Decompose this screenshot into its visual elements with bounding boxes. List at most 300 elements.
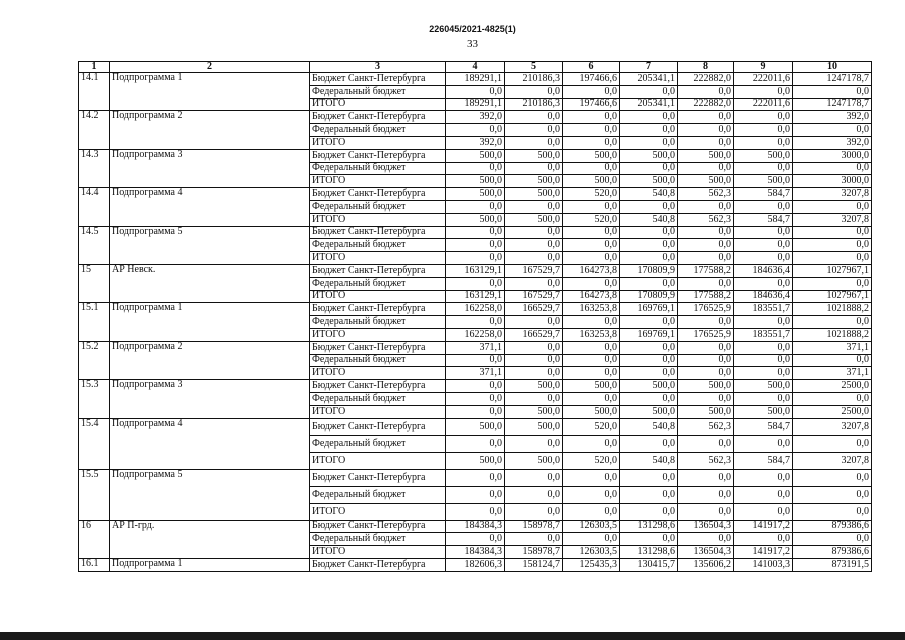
amount-cell: 0,0 bbox=[446, 239, 505, 252]
amount-cell: 0,0 bbox=[563, 162, 620, 175]
amount-cell: 0,0 bbox=[620, 200, 678, 213]
amount-cell: 371,1 bbox=[793, 367, 872, 380]
amount-cell: 0,0 bbox=[563, 469, 620, 486]
amount-cell: 540,8 bbox=[620, 188, 678, 201]
funding-source: Федеральный бюджет bbox=[310, 124, 446, 137]
amount-cell: 141003,3 bbox=[734, 558, 793, 571]
amount-cell: 182606,3 bbox=[446, 558, 505, 571]
amount-cell: 0,0 bbox=[620, 435, 678, 452]
amount-cell: 210186,3 bbox=[505, 98, 563, 111]
amount-cell: 0,0 bbox=[505, 136, 563, 149]
amount-cell: 0,0 bbox=[505, 367, 563, 380]
program-name: Подпрограмма 3 bbox=[110, 149, 310, 187]
amount-cell: 0,0 bbox=[734, 252, 793, 265]
amount-cell: 163129,1 bbox=[446, 290, 505, 303]
amount-cell: 0,0 bbox=[678, 503, 734, 520]
program-name: Подпрограмма 1 bbox=[110, 73, 310, 111]
column-header: 9 bbox=[734, 62, 793, 73]
item-number: 15.2 bbox=[79, 341, 110, 379]
amount-cell: 584,7 bbox=[734, 213, 793, 226]
amount-cell: 500,0 bbox=[505, 213, 563, 226]
amount-cell: 0,0 bbox=[446, 124, 505, 137]
amount-cell: 0,0 bbox=[678, 316, 734, 329]
amount-cell: 0,0 bbox=[446, 435, 505, 452]
amount-cell: 0,0 bbox=[505, 111, 563, 124]
amount-cell: 162258,0 bbox=[446, 328, 505, 341]
amount-cell: 0,0 bbox=[734, 367, 793, 380]
amount-cell: 0,0 bbox=[563, 392, 620, 405]
column-header: 4 bbox=[446, 62, 505, 73]
table-row bbox=[79, 111, 872, 124]
amount-cell: 0,0 bbox=[678, 367, 734, 380]
amount-cell: 500,0 bbox=[563, 405, 620, 418]
funding-source: ИТОГО bbox=[310, 405, 446, 418]
amount-cell: 1247178,7 bbox=[793, 73, 872, 86]
funding-source: ИТОГО bbox=[310, 546, 446, 559]
amount-cell: 371,1 bbox=[793, 341, 872, 354]
funding-source: ИТОГО bbox=[310, 175, 446, 188]
amount-cell: 1027967,1 bbox=[793, 290, 872, 303]
amount-cell: 0,0 bbox=[563, 503, 620, 520]
amount-cell: 500,0 bbox=[505, 188, 563, 201]
amount-cell: 184636,4 bbox=[734, 264, 793, 277]
amount-cell: 0,0 bbox=[793, 85, 872, 98]
item-number: 15 bbox=[79, 264, 110, 302]
amount-cell: 0,0 bbox=[563, 111, 620, 124]
amount-cell: 1027967,1 bbox=[793, 264, 872, 277]
amount-cell: 141917,2 bbox=[734, 546, 793, 559]
funding-source: Федеральный бюджет bbox=[310, 162, 446, 175]
amount-cell: 163253,8 bbox=[563, 328, 620, 341]
funding-source: Бюджет Санкт-Петербурга bbox=[310, 188, 446, 201]
table-row bbox=[79, 469, 872, 486]
amount-cell: 189291,1 bbox=[446, 73, 505, 86]
column-header: 6 bbox=[563, 62, 620, 73]
amount-cell: 520,0 bbox=[563, 418, 620, 435]
amount-cell: 540,8 bbox=[620, 452, 678, 469]
amount-cell: 0,0 bbox=[793, 354, 872, 367]
funding-source: ИТОГО bbox=[310, 328, 446, 341]
amount-cell: 0,0 bbox=[446, 252, 505, 265]
amount-cell: 500,0 bbox=[505, 380, 563, 393]
amount-cell: 0,0 bbox=[620, 533, 678, 546]
amount-cell: 879386,6 bbox=[793, 546, 872, 559]
program-name: АР Невск. bbox=[110, 264, 310, 302]
amount-cell: 0,0 bbox=[446, 392, 505, 405]
amount-cell: 131298,6 bbox=[620, 546, 678, 559]
amount-cell: 0,0 bbox=[620, 239, 678, 252]
amount-cell: 500,0 bbox=[446, 213, 505, 226]
amount-cell: 0,0 bbox=[793, 533, 872, 546]
amount-cell: 0,0 bbox=[505, 162, 563, 175]
amount-cell: 136504,3 bbox=[678, 546, 734, 559]
amount-cell: 0,0 bbox=[678, 136, 734, 149]
amount-cell: 0,0 bbox=[793, 435, 872, 452]
funding-source: Федеральный бюджет bbox=[310, 239, 446, 252]
amount-cell: 169769,1 bbox=[620, 328, 678, 341]
table-row bbox=[79, 558, 872, 571]
amount-cell: 176525,9 bbox=[678, 303, 734, 316]
amount-cell: 3207,8 bbox=[793, 213, 872, 226]
table-row bbox=[79, 380, 872, 393]
amount-cell: 164273,8 bbox=[563, 264, 620, 277]
funding-source: Бюджет Санкт-Петербурга bbox=[310, 558, 446, 571]
amount-cell: 189291,1 bbox=[446, 98, 505, 111]
item-number: 14.4 bbox=[79, 188, 110, 226]
column-header: 7 bbox=[620, 62, 678, 73]
amount-cell: 0,0 bbox=[734, 226, 793, 239]
amount-cell: 1021888,2 bbox=[793, 303, 872, 316]
amount-cell: 177588,2 bbox=[678, 264, 734, 277]
funding-source: ИТОГО bbox=[310, 136, 446, 149]
amount-cell: 0,0 bbox=[734, 316, 793, 329]
amount-cell: 3000,0 bbox=[793, 175, 872, 188]
amount-cell: 135606,2 bbox=[678, 558, 734, 571]
item-number: 14.1 bbox=[79, 73, 110, 111]
funding-source: Бюджет Санкт-Петербурга bbox=[310, 418, 446, 435]
amount-cell: 0,0 bbox=[734, 533, 793, 546]
amount-cell: 177588,2 bbox=[678, 290, 734, 303]
budget-table bbox=[78, 61, 872, 572]
amount-cell: 500,0 bbox=[505, 405, 563, 418]
funding-source: ИТОГО bbox=[310, 213, 446, 226]
amount-cell: 0,0 bbox=[446, 277, 505, 290]
amount-cell: 0,0 bbox=[678, 341, 734, 354]
amount-cell: 0,0 bbox=[620, 226, 678, 239]
amount-cell: 0,0 bbox=[793, 392, 872, 405]
funding-source: Федеральный бюджет bbox=[310, 354, 446, 367]
amount-cell: 176525,9 bbox=[678, 328, 734, 341]
amount-cell: 0,0 bbox=[446, 200, 505, 213]
funding-source: Бюджет Санкт-Петербурга bbox=[310, 149, 446, 162]
amount-cell: 183551,7 bbox=[734, 303, 793, 316]
amount-cell: 0,0 bbox=[734, 239, 793, 252]
table-row bbox=[79, 73, 872, 86]
amount-cell: 0,0 bbox=[505, 486, 563, 503]
amount-cell: 500,0 bbox=[620, 405, 678, 418]
amount-cell: 0,0 bbox=[734, 85, 793, 98]
table-row bbox=[79, 264, 872, 277]
amount-cell: 166529,7 bbox=[505, 303, 563, 316]
amount-cell: 0,0 bbox=[678, 111, 734, 124]
item-number: 15.5 bbox=[79, 469, 110, 520]
amount-cell: 0,0 bbox=[446, 469, 505, 486]
item-number: 14.2 bbox=[79, 111, 110, 149]
amount-cell: 0,0 bbox=[505, 124, 563, 137]
amount-cell: 500,0 bbox=[446, 149, 505, 162]
funding-source: Федеральный бюджет bbox=[310, 392, 446, 405]
amount-cell: 0,0 bbox=[563, 200, 620, 213]
amount-cell: 873191,5 bbox=[793, 558, 872, 571]
amount-cell: 0,0 bbox=[563, 85, 620, 98]
amount-cell: 0,0 bbox=[505, 533, 563, 546]
amount-cell: 0,0 bbox=[678, 277, 734, 290]
amount-cell: 184384,3 bbox=[446, 546, 505, 559]
item-number: 15.3 bbox=[79, 380, 110, 418]
funding-source: Федеральный бюджет bbox=[310, 486, 446, 503]
funding-source: Федеральный бюджет bbox=[310, 200, 446, 213]
amount-cell: 500,0 bbox=[563, 175, 620, 188]
amount-cell: 500,0 bbox=[505, 175, 563, 188]
amount-cell: 540,8 bbox=[620, 213, 678, 226]
funding-source: Федеральный бюджет bbox=[310, 316, 446, 329]
amount-cell: 0,0 bbox=[734, 200, 793, 213]
amount-cell: 0,0 bbox=[563, 341, 620, 354]
amount-cell: 0,0 bbox=[734, 503, 793, 520]
amount-cell: 0,0 bbox=[678, 124, 734, 137]
amount-cell: 0,0 bbox=[446, 486, 505, 503]
amount-cell: 183551,7 bbox=[734, 328, 793, 341]
amount-cell: 3207,8 bbox=[793, 188, 872, 201]
amount-cell: 540,8 bbox=[620, 418, 678, 435]
funding-source: Федеральный бюджет bbox=[310, 435, 446, 452]
amount-cell: 170809,9 bbox=[620, 264, 678, 277]
program-name: Подпрограмма 2 bbox=[110, 111, 310, 149]
amount-cell: 0,0 bbox=[620, 252, 678, 265]
amount-cell: 158978,7 bbox=[505, 520, 563, 533]
amount-cell: 0,0 bbox=[505, 503, 563, 520]
amount-cell: 0,0 bbox=[793, 239, 872, 252]
amount-cell: 184384,3 bbox=[446, 520, 505, 533]
amount-cell: 0,0 bbox=[678, 435, 734, 452]
amount-cell: 392,0 bbox=[793, 136, 872, 149]
amount-cell: 562,3 bbox=[678, 418, 734, 435]
amount-cell: 0,0 bbox=[734, 435, 793, 452]
amount-cell: 0,0 bbox=[793, 503, 872, 520]
amount-cell: 0,0 bbox=[505, 354, 563, 367]
amount-cell: 0,0 bbox=[563, 277, 620, 290]
funding-source: Федеральный бюджет bbox=[310, 533, 446, 546]
amount-cell: 562,3 bbox=[678, 452, 734, 469]
amount-cell: 0,0 bbox=[620, 277, 678, 290]
column-header: 10 bbox=[793, 62, 872, 73]
amount-cell: 0,0 bbox=[793, 200, 872, 213]
amount-cell: 0,0 bbox=[505, 226, 563, 239]
amount-cell: 0,0 bbox=[505, 341, 563, 354]
column-number-row bbox=[79, 62, 872, 73]
column-header: 1 bbox=[79, 62, 110, 73]
program-name: Подпрограмма 4 bbox=[110, 188, 310, 226]
program-name: Подпрограмма 5 bbox=[110, 226, 310, 264]
item-number: 14.3 bbox=[79, 149, 110, 187]
amount-cell: 500,0 bbox=[446, 418, 505, 435]
item-number: 14.5 bbox=[79, 226, 110, 264]
amount-cell: 131298,6 bbox=[620, 520, 678, 533]
amount-cell: 0,0 bbox=[446, 162, 505, 175]
amount-cell: 163129,1 bbox=[446, 264, 505, 277]
amount-cell: 500,0 bbox=[678, 149, 734, 162]
amount-cell: 500,0 bbox=[620, 149, 678, 162]
amount-cell: 0,0 bbox=[734, 124, 793, 137]
amount-cell: 879386,6 bbox=[793, 520, 872, 533]
document-code: 226045/2021-4825(1) bbox=[429, 24, 516, 34]
amount-cell: 0,0 bbox=[678, 354, 734, 367]
column-header: 2 bbox=[110, 62, 310, 73]
amount-cell: 0,0 bbox=[793, 486, 872, 503]
amount-cell: 584,7 bbox=[734, 418, 793, 435]
amount-cell: 222882,0 bbox=[678, 98, 734, 111]
funding-source: ИТОГО bbox=[310, 367, 446, 380]
amount-cell: 3000,0 bbox=[793, 149, 872, 162]
amount-cell: 0,0 bbox=[446, 503, 505, 520]
amount-cell: 0,0 bbox=[734, 162, 793, 175]
funding-source: Федеральный бюджет bbox=[310, 85, 446, 98]
program-name: Подпрограмма 1 bbox=[110, 558, 310, 571]
amount-cell: 0,0 bbox=[563, 136, 620, 149]
amount-cell: 584,7 bbox=[734, 188, 793, 201]
amount-cell: 162258,0 bbox=[446, 303, 505, 316]
amount-cell: 500,0 bbox=[678, 380, 734, 393]
scan-edge bbox=[0, 632, 905, 640]
amount-cell: 0,0 bbox=[505, 85, 563, 98]
amount-cell: 520,0 bbox=[563, 452, 620, 469]
amount-cell: 0,0 bbox=[446, 354, 505, 367]
amount-cell: 0,0 bbox=[505, 252, 563, 265]
table-row bbox=[79, 520, 872, 533]
funding-source: ИТОГО bbox=[310, 452, 446, 469]
amount-cell: 1021888,2 bbox=[793, 328, 872, 341]
funding-source: Бюджет Санкт-Петербурга bbox=[310, 264, 446, 277]
amount-cell: 0,0 bbox=[793, 277, 872, 290]
amount-cell: 584,7 bbox=[734, 452, 793, 469]
amount-cell: 184636,4 bbox=[734, 290, 793, 303]
amount-cell: 222011,6 bbox=[734, 73, 793, 86]
funding-source: Бюджет Санкт-Петербурга bbox=[310, 520, 446, 533]
program-name: Подпрограмма 4 bbox=[110, 418, 310, 469]
amount-cell: 0,0 bbox=[620, 367, 678, 380]
amount-cell: 0,0 bbox=[505, 392, 563, 405]
amount-cell: 0,0 bbox=[793, 162, 872, 175]
amount-cell: 392,0 bbox=[446, 136, 505, 149]
funding-source: Бюджет Санкт-Петербурга bbox=[310, 111, 446, 124]
amount-cell: 0,0 bbox=[734, 136, 793, 149]
amount-cell: 0,0 bbox=[620, 136, 678, 149]
program-name: Подпрограмма 3 bbox=[110, 380, 310, 418]
funding-source: ИТОГО bbox=[310, 98, 446, 111]
amount-cell: 222882,0 bbox=[678, 73, 734, 86]
amount-cell: 0,0 bbox=[620, 341, 678, 354]
amount-cell: 500,0 bbox=[734, 405, 793, 418]
amount-cell: 500,0 bbox=[446, 188, 505, 201]
amount-cell: 3207,8 bbox=[793, 452, 872, 469]
program-name: Подпрограмма 5 bbox=[110, 469, 310, 520]
amount-cell: 500,0 bbox=[446, 452, 505, 469]
amount-cell: 0,0 bbox=[563, 354, 620, 367]
amount-cell: 125435,3 bbox=[563, 558, 620, 571]
column-header: 3 bbox=[310, 62, 446, 73]
amount-cell: 0,0 bbox=[563, 316, 620, 329]
amount-cell: 520,0 bbox=[563, 188, 620, 201]
amount-cell: 166529,7 bbox=[505, 328, 563, 341]
amount-cell: 0,0 bbox=[505, 277, 563, 290]
amount-cell: 3207,8 bbox=[793, 418, 872, 435]
amount-cell: 0,0 bbox=[793, 226, 872, 239]
amount-cell: 2500,0 bbox=[793, 405, 872, 418]
amount-cell: 0,0 bbox=[678, 392, 734, 405]
amount-cell: 500,0 bbox=[505, 452, 563, 469]
column-header: 5 bbox=[505, 62, 563, 73]
amount-cell: 0,0 bbox=[620, 486, 678, 503]
amount-cell: 0,0 bbox=[793, 316, 872, 329]
amount-cell: 163253,8 bbox=[563, 303, 620, 316]
funding-source: Бюджет Санкт-Петербурга bbox=[310, 341, 446, 354]
amount-cell: 500,0 bbox=[734, 175, 793, 188]
amount-cell: 500,0 bbox=[678, 175, 734, 188]
amount-cell: 500,0 bbox=[734, 149, 793, 162]
amount-cell: 500,0 bbox=[620, 380, 678, 393]
amount-cell: 500,0 bbox=[678, 405, 734, 418]
amount-cell: 169769,1 bbox=[620, 303, 678, 316]
amount-cell: 0,0 bbox=[620, 162, 678, 175]
amount-cell: 0,0 bbox=[734, 341, 793, 354]
amount-cell: 222011,6 bbox=[734, 98, 793, 111]
amount-cell: 0,0 bbox=[734, 469, 793, 486]
program-name: Подпрограмма 2 bbox=[110, 341, 310, 379]
amount-cell: 0,0 bbox=[793, 252, 872, 265]
amount-cell: 562,3 bbox=[678, 188, 734, 201]
amount-cell: 500,0 bbox=[734, 380, 793, 393]
amount-cell: 0,0 bbox=[505, 200, 563, 213]
amount-cell: 0,0 bbox=[563, 226, 620, 239]
amount-cell: 0,0 bbox=[620, 85, 678, 98]
amount-cell: 0,0 bbox=[678, 226, 734, 239]
table-row bbox=[79, 341, 872, 354]
amount-cell: 0,0 bbox=[620, 469, 678, 486]
amount-cell: 0,0 bbox=[678, 200, 734, 213]
funding-source: ИТОГО bbox=[310, 252, 446, 265]
funding-source: Федеральный бюджет bbox=[310, 277, 446, 290]
amount-cell: 500,0 bbox=[563, 380, 620, 393]
funding-source: ИТОГО bbox=[310, 503, 446, 520]
amount-cell: 197466,6 bbox=[563, 98, 620, 111]
program-name: Подпрограмма 1 bbox=[110, 303, 310, 341]
amount-cell: 0,0 bbox=[678, 469, 734, 486]
amount-cell: 0,0 bbox=[446, 316, 505, 329]
amount-cell: 158978,7 bbox=[505, 546, 563, 559]
amount-cell: 126303,5 bbox=[563, 520, 620, 533]
amount-cell: 205341,1 bbox=[620, 73, 678, 86]
amount-cell: 0,0 bbox=[563, 239, 620, 252]
amount-cell: 0,0 bbox=[505, 239, 563, 252]
amount-cell: 0,0 bbox=[563, 533, 620, 546]
page-number: 33 bbox=[467, 38, 478, 50]
amount-cell: 0,0 bbox=[563, 124, 620, 137]
amount-cell: 500,0 bbox=[446, 175, 505, 188]
amount-cell: 371,1 bbox=[446, 367, 505, 380]
table-row bbox=[79, 149, 872, 162]
funding-source: Бюджет Санкт-Петербурга bbox=[310, 73, 446, 86]
amount-cell: 0,0 bbox=[620, 503, 678, 520]
amount-cell: 0,0 bbox=[620, 354, 678, 367]
table-row bbox=[79, 303, 872, 316]
amount-cell: 141917,2 bbox=[734, 520, 793, 533]
column-header: 8 bbox=[678, 62, 734, 73]
funding-source: ИТОГО bbox=[310, 290, 446, 303]
amount-cell: 167529,7 bbox=[505, 264, 563, 277]
amount-cell: 0,0 bbox=[734, 277, 793, 290]
amount-cell: 1247178,7 bbox=[793, 98, 872, 111]
amount-cell: 0,0 bbox=[734, 486, 793, 503]
amount-cell: 0,0 bbox=[563, 252, 620, 265]
amount-cell: 0,0 bbox=[678, 533, 734, 546]
amount-cell: 500,0 bbox=[563, 149, 620, 162]
funding-source: Бюджет Санкт-Петербурга bbox=[310, 226, 446, 239]
amount-cell: 0,0 bbox=[446, 380, 505, 393]
amount-cell: 0,0 bbox=[620, 124, 678, 137]
amount-cell: 500,0 bbox=[505, 149, 563, 162]
amount-cell: 164273,8 bbox=[563, 290, 620, 303]
amount-cell: 0,0 bbox=[446, 226, 505, 239]
